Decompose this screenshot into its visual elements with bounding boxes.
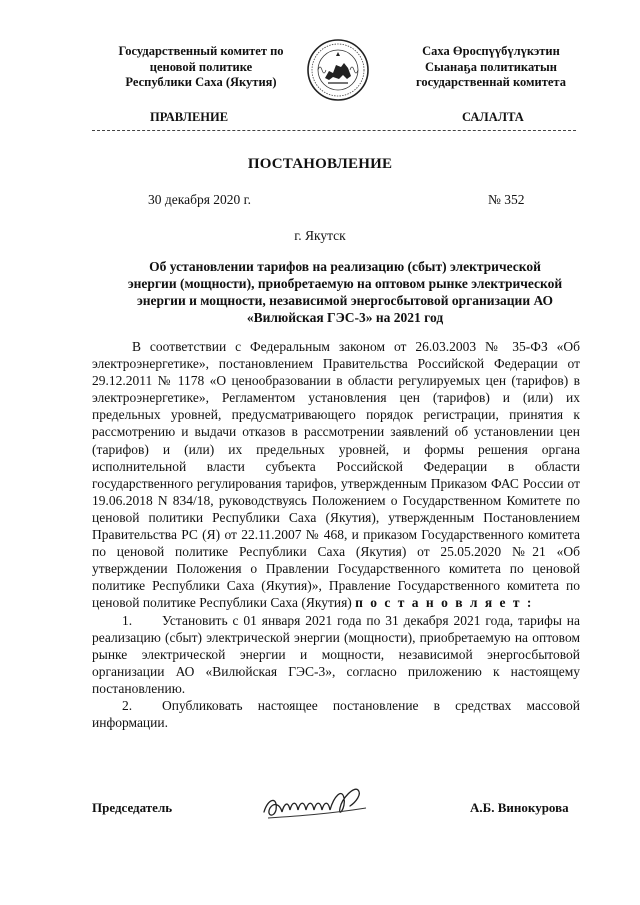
handwritten-signature-icon — [258, 778, 378, 828]
list-item: 1. Установить с 01 января 2021 года по 31 декабря 2021 года, тарифы на реализацию (сбыт) электрической энергии (мощности), приобретаемую на оптовом рынке электрической энергии и мощности, независимой энергосбытовой организации АО «Вилюйская ГЭС-3», согласно приложению к настоящему постановлению. — [92, 612, 580, 696]
document-title: ПОСТАНОВЛЕНИЕ — [247, 156, 393, 172]
document-number: № 352 — [488, 192, 525, 207]
preamble-paragraph: В соответствии с Федеральным законом от 26.03.2003 № 35-ФЗ «Об электроэнергетике», постановлением Правительства Российской Федерации от 29.12.2011 № 1178 «О ценообразовании в области регулируемых цен (тарифов) в электроэнергетике», Регламентом установления цен (тарифов) и (или) их предельных уровней, предусматривающего порядок регистрации, принятия к рассмотрению и выдачи отказов в рассмотрении заявлений об установлении цен (тарифов) и (или) их предельных уровней, и формы решения органа исполнительной власти субъекта Российской Федерации в области государственного регулирования тарифов, утвержденным Приказом ФАС России от 19.06.2018 N 834/18, руководствуясь Положением о Государственном Комитете по ценовой политики Республики Саха (Якутия), утвержденным Постановлением Правительства РС (Я) от 22.11.2007 № 468, и приказом Государственного комитета по ценовой политике Республики Саха (Якутия) от 25.05.2020 №21 «Об утверждении Положения о Правлении Государственного комитета по ценовой политике Республики Саха (Якутия)», Правление Государственного комитета по ценовой политике Республики Саха (Якутия) п о с т а н о в л я е т : — [92, 339, 580, 611]
resolves-word: п о с т а н о в л я е т : — [355, 595, 534, 611]
signatory-title: Председатель — [92, 800, 173, 815]
coat-of-arms-icon — [306, 38, 370, 102]
header-left-org: Государственный комитет по ценовой политике Республики Саха (Якутия) — [118, 44, 284, 89]
document-city: г. Якутск — [294, 228, 346, 243]
header-right-org: Саха Өроспүүбүлүкэтин Сыанаҕа политикатын государственнай комитета — [416, 44, 566, 89]
board-label-sakha: САЛАЛТА — [462, 110, 524, 124]
document-date: 30 декабря 2020 г. — [148, 192, 252, 207]
list-item: 2. Опубликовать настоящее постановление в средствах массовой информации. — [92, 697, 580, 731]
board-label-ru: ПРАВЛЕНИЕ — [150, 110, 229, 124]
document-subject: Об установлении тарифов на реализацию (сбыт) электрической энергии (мощности), приобретаемую на оптовом рынке электрической энергии и мощности, независимой энергосбытовой организации АО «Вилюйская ГЭС-3» на 2021 год — [127, 259, 563, 325]
document-body — [92, 338, 580, 731]
header-divider — [92, 130, 576, 131]
signatory-name: А.Б. Винокурова — [470, 800, 569, 815]
